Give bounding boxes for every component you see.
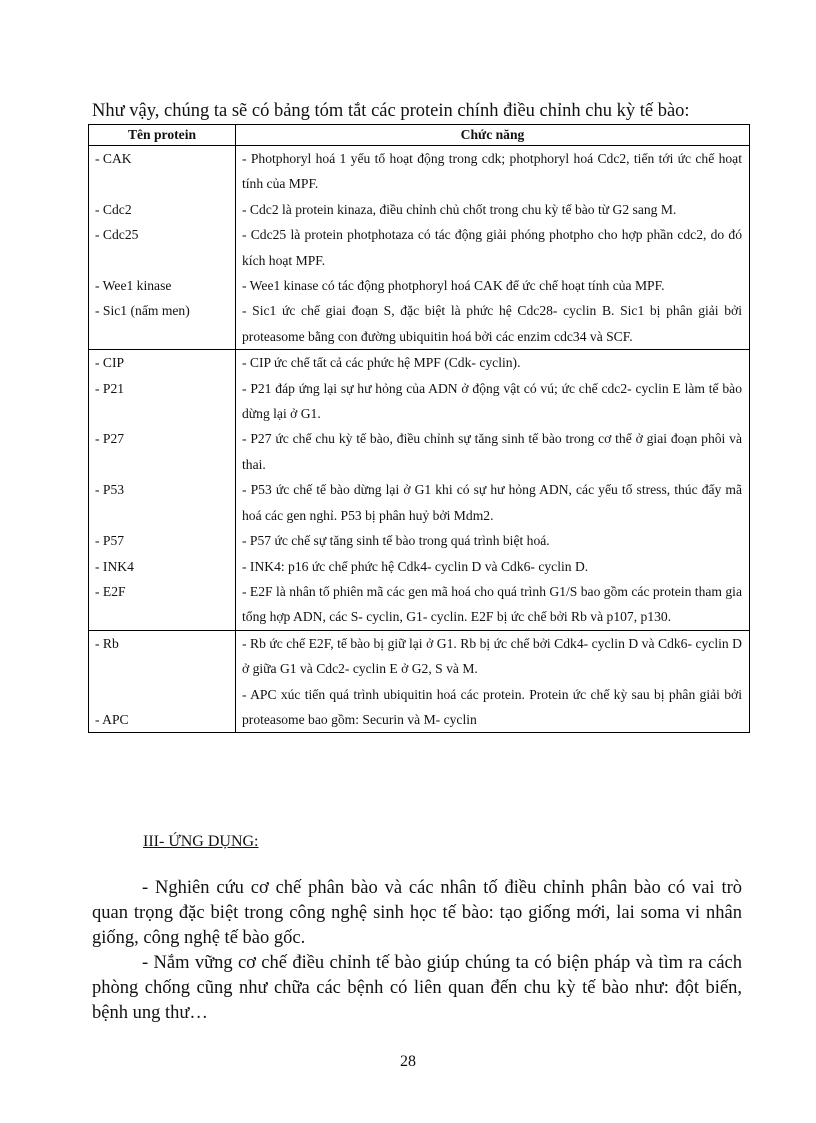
name-spacer (95, 682, 228, 707)
section-title: III- ỨNG DỤNG: (143, 833, 259, 850)
table-row (89, 579, 750, 630)
protein-name: - P57 (89, 528, 236, 553)
protein-name: - E2F (89, 579, 236, 630)
protein-function: - INK4: p16 ức chế phức hệ Cdk4- cyclin D và Cdk6- cyclin D. (236, 554, 750, 579)
header-function: Chức năng (236, 125, 750, 146)
table-row (89, 197, 750, 222)
protein-name: - Sic1 (nấm men) (89, 298, 236, 349)
protein-function: - P27 ức chế chu kỳ tế bào, điều chỉnh sự tăng sinh tế bào trong cơ thể ở giai đoạn phôi và thai. (236, 426, 750, 477)
protein-name: - P53 (89, 477, 236, 528)
table-row (89, 426, 750, 477)
protein-name: - APC (95, 711, 129, 727)
protein-function: - Cdc2 là protein kinaza, điều chỉnh chủ chốt trong chu kỳ tế bào từ G2 sang M. (236, 197, 750, 222)
protein-name: - CAK (89, 146, 236, 197)
protein-function: - CIP ức chế tất cả các phức hệ MPF (Cdk- cyclin). (236, 350, 750, 376)
protein-name: - Rb (89, 630, 236, 681)
protein-name: - INK4 (89, 554, 236, 579)
protein-name: - Cdc25 (89, 222, 236, 273)
table-row (89, 376, 750, 427)
protein-function: - P21 đáp ứng lại sự hư hỏng của ADN ở động vật có vú; ức chế cdc2- cyclin E làm tế bào dừng lại ở G1. (236, 376, 750, 427)
table-row (89, 630, 750, 681)
table-row (89, 273, 750, 298)
protein-name: - Wee1 kinase (89, 273, 236, 298)
protein-function: - Photphoryl hoá 1 yếu tố hoạt động trong cdk; photphoryl hoá Cdc2, tiến tới ức chế hoạt tính của MPF. (236, 146, 750, 197)
table-row (89, 146, 750, 197)
protein-name: - Cdc2 (89, 197, 236, 222)
protein-function: - Rb ức chế E2F, tế bào bị giữ lại ở G1. Rb bị ức chế bởi Cdk4- cyclin D và Cdk6- cyclin D ở giữa G1 và Cdc2- cyclin E ở G2, S và M. (236, 630, 750, 681)
table-row (89, 477, 750, 528)
protein-name-cell (89, 682, 236, 733)
protein-function: - Cdc25 là protein photphotaza có tác động giải phóng photpho cho hợp phần cdc2, do đó kích hoạt MPF. (236, 222, 750, 273)
protein-function: - Sic1 ức chế giai đoạn S, đặc biệt là phức hệ Cdc28- cyclin B. Sic1 bị phân giải bởi proteasome bằng con đường ubiquitin hoá bởi các enzim cdc34 và SCF. (236, 298, 750, 349)
section-paragraph: - Nắm vững cơ chế điều chỉnh tế bào giúp chúng ta có biện pháp và tìm ra cách phòng chống cũng như chữa các bệnh có liên quan đến chu kỳ tế bào như: đột biến, bệnh ung thư… (92, 952, 742, 1024)
header-protein-name: Tên protein (89, 125, 236, 146)
table-row (89, 528, 750, 553)
table-row (89, 222, 750, 273)
page-number: 28 (400, 1053, 416, 1070)
protein-function: - APC xúc tiến quá trình ubiquitin hoá các protein. Protein ức chế kỳ sau bị phân giải bởi proteasome bao gồm: Securin và M- cyclin (236, 682, 750, 733)
section-paragraph: - Nghiên cứu cơ chế phân bào và các nhân tố điều chỉnh phân bào có vai trò quan trọng đặc biệt trong công nghệ sinh học tế bào: tạo giống mới, lai soma vi nhân giống, công nghệ tế bào gốc. (92, 877, 742, 949)
protein-function: - P57 ức chế sự tăng sinh tế bào trong quá trình biệt hoá. (236, 528, 750, 553)
table-row (89, 298, 750, 349)
protein-function: - E2F là nhân tố phiên mã các gen mã hoá cho quá trình G1/S bao gồm các protein tham gia tổng hợp ADN, các S- cyclin, G1- cyclin. E2F bị ức chế bởi Rb và p107, p130. (236, 579, 750, 630)
protein-name: - CIP (89, 350, 236, 376)
protein-name: - P21 (89, 376, 236, 427)
protein-summary-table (88, 124, 750, 733)
table-row (89, 682, 750, 733)
protein-function: - Wee1 kinase có tác động photphoryl hoá CAK để ức chế hoạt tính của MPF. (236, 273, 750, 298)
table-row (89, 350, 750, 376)
intro-sentence: Như vậy, chúng ta sẽ có bảng tóm tắt các protein chính điều chỉnh chu kỳ tế bào: (92, 101, 690, 121)
protein-function: - P53 ức chế tế bào dừng lại ở G1 khi có sự hư hỏng ADN, các yếu tố stress, thúc đẩy mã hoá các gen nghỉ. P53 bị phân huỷ bởi Mdm2. (236, 477, 750, 528)
protein-name: - P27 (89, 426, 236, 477)
table-row (89, 554, 750, 579)
table-header-row (89, 125, 750, 146)
